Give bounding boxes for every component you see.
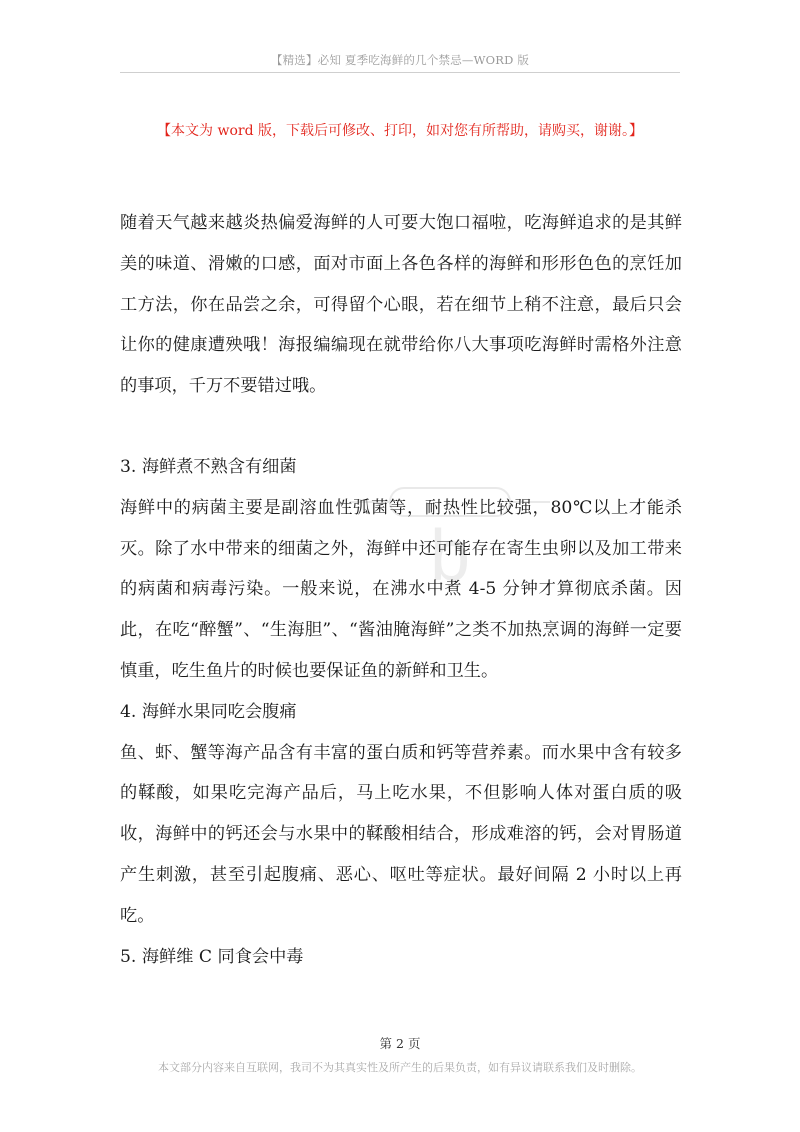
page-header: 【精选】必知 夏季吃海鲜的几个禁忌—WORD 版	[270, 53, 530, 67]
intro-paragraph: 随着天气越来越炎热偏爱海鲜的人可要大饱口福啦，吃海鲜追求的是其鲜美的味道、滑嫩的口感，面对市面上各色各样的海鲜和形形色色的烹饪加工方法，你在品尝之余，可得留个心眼，若在细节上稍不注意，最后只会让你的健康遭殃哦！海报编编现在就带给你八大事项吃海鲜时需格外注意的事项，千万不要错过哦。	[120, 213, 682, 397]
purchase-notice: 【本文为 word 版，下载后可修改、打印，如对您有所帮助，请购买，谢谢。】	[157, 123, 643, 139]
section-heading: 4. 海鲜水果同吃会腹痛	[120, 701, 297, 722]
page-number: 第 2 页	[379, 1036, 421, 1051]
footer-disclaimer: 本文部分内容来自互联网，我司不为其真实性及所产生的后果负责，如有异议请联系我们及时删除。	[158, 1061, 642, 1074]
header-divider	[120, 72, 680, 73]
section-heading: 3. 海鲜煮不熟含有细菌	[120, 456, 297, 477]
svg-text:b: b	[429, 516, 471, 596]
article-body	[120, 203, 682, 977]
section-paragraph: 鱼、虾、蟹等海产品含有丰富的蛋白质和钙等营养素。而水果中含有较多的鞣酸，如果吃完海产品后，马上吃水果，不但影响人体对蛋白质的吸收，海鲜中的钙还会与水果中的鞣酸相结合，形成难溶的钙，会对胃肠道产生刺激，甚至引起腹痛、恶心、呕吐等症状。最好间隔 2 小时以上再吃。	[120, 742, 682, 926]
section-heading: 5. 海鲜维 C 同食会中毒	[120, 946, 304, 967]
section-paragraph: 海鲜中的病菌主要是副溶血性弧菌等，耐热性比较强，80℃以上才能杀灭。除了水中带来的细菌之外，海鲜中还可能存在寄生虫卵以及加工带来的病菌和病毒污染。一般来说，在沸水中煮 4-5 分钟才算彻底杀菌。因此，在吃“醉蟹”、“生海胆”、“酱油腌海鲜”之类不加热烹调的海鲜一定要慎重，吃生鱼片的时候也要保证鱼的新鲜和卫生。	[120, 497, 682, 681]
